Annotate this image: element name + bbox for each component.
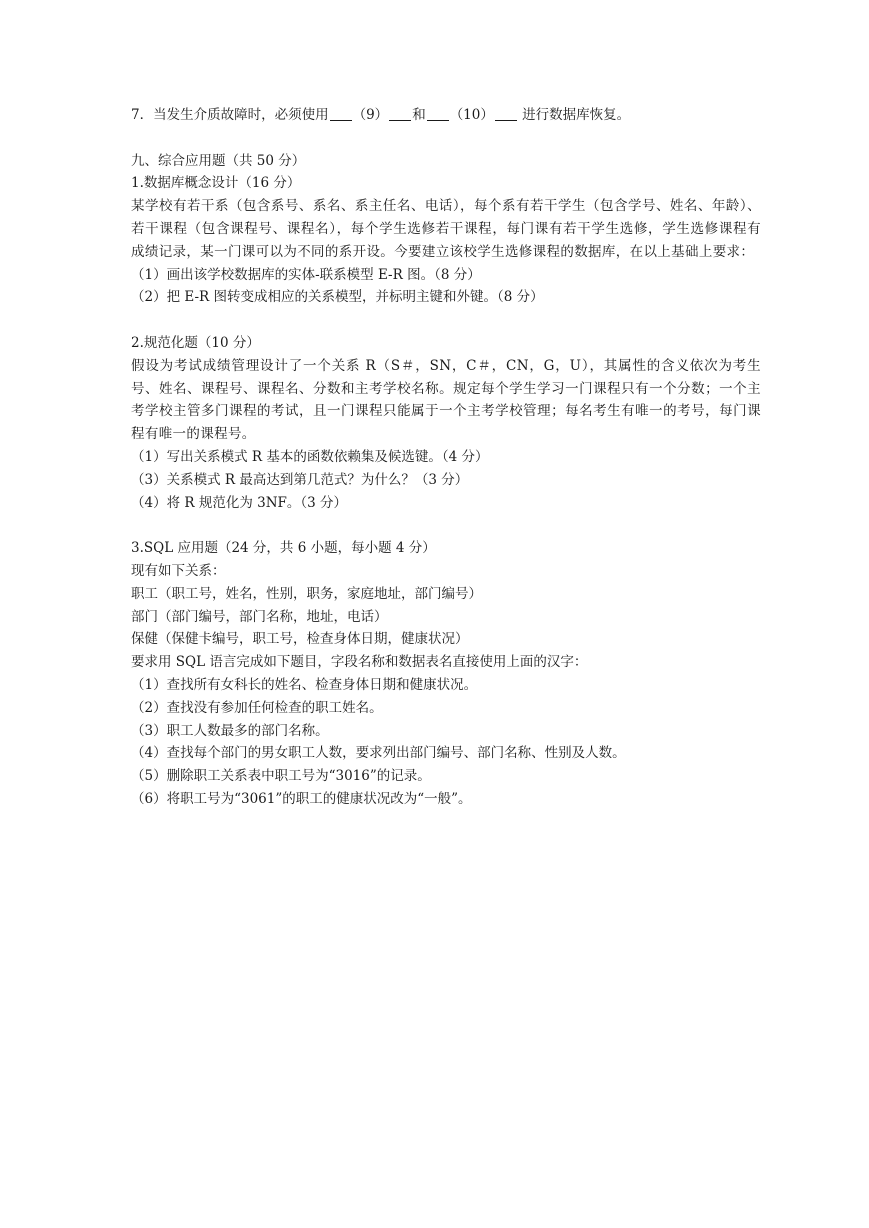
- problem-2-item: （4）将 R 规范化为 3NF。（3 分）: [131, 494, 348, 511]
- relation-schema: 职工（职工号，姓名，性别，职务，家庭地址，部门编号）: [131, 585, 482, 602]
- problem-3-item: （4）查找每个部门的男女职工人数，要求列出部门编号、部门名称、性别及人数。: [131, 745, 626, 762]
- problem-2-title: 2.规范化题（10 分）: [131, 334, 260, 351]
- problem-3-requirement: 要求用 SQL 语言完成如下题目，字段名称和数据表名直接使用上面的汉字：: [131, 654, 588, 671]
- section-heading: 九、综合应用题（共 50 分）: [131, 152, 306, 169]
- document-page: [131, 104, 761, 811]
- problem-1-body: 某学校有若干系（包含系号、系名、系主任名、电话），每个系有若干学生（包含学号、姓名、年龄）、若干课程（包含课程号、课程名），每个学生选修若干课程，每门课有若干学生选修，学生选修课程有成绩记录，某一门课可以为不同的系开设。今要建立该校学生选修课程的数据库，在以上基础上要求：: [131, 198, 761, 260]
- question-7-prefix: 7．当发生介质故障时，必须使用: [131, 107, 329, 123]
- blank-9-label: （9）: [352, 107, 389, 123]
- problem-3-intro: 现有如下关系：: [131, 562, 226, 579]
- question-7: [131, 104, 761, 127]
- blank-line: [330, 106, 352, 121]
- problem-3-title: 3.SQL 应用题（24 分，共 6 小题，每小题 4 分）: [131, 540, 436, 557]
- blank-10-label: （10）: [449, 107, 494, 123]
- problem-3-item: （1）查找所有女科长的姓名、检查身体日期和健康状况。: [131, 676, 478, 693]
- problem-1-title: 1.数据库概念设计（16 分）: [131, 175, 301, 192]
- problem-1-item: （2）把 E-R 图转变成相应的关系模型，并标明主键和外键。（8 分）: [131, 289, 544, 306]
- question-7-and: 和: [412, 107, 426, 123]
- problem-1-item: （1）画出该学校数据库的实体-联系模型 E-R 图。（8 分）: [131, 266, 481, 283]
- question-7-suffix: 进行数据库恢复。: [517, 107, 631, 123]
- spacer: [131, 309, 761, 332]
- relation-schema: 保健（保健卡编号，职工号，检查身体日期，健康状况）: [131, 631, 469, 648]
- relation-schema: 部门（部门编号，部门名称，地址，电话）: [131, 608, 388, 625]
- problem-3-item: （6）将职工号为“3061”的职工的健康状况改为“一般”。: [131, 790, 472, 807]
- blank-line: [389, 106, 411, 121]
- blank-line: [427, 106, 449, 121]
- problem-3-item: （5）删除职工关系表中职工号为“3016”的记录。: [131, 768, 431, 785]
- problem-3-item: （3）职工人数最多的部门名称。: [131, 722, 329, 739]
- problem-2-item: （1）写出关系模式 R 基本的函数依赖集及候选键。（4 分）: [131, 448, 489, 465]
- blank-line: [495, 106, 517, 121]
- spacer: [131, 127, 761, 150]
- problem-2-body: 假设为考试成绩管理设计了一个关系 R（S＃，SN，C＃，CN，G，U），其属性的含义依次为考生号、姓名、课程号、课程名、分数和主考学校名称。规定每个学生学习一门课程只有一个分数；一个主考学校主管多门课程的考试，且一门课程只能属于一个主考学校管理；每名考生有唯一的考号，每门课程有唯一的课程号。: [131, 357, 761, 443]
- problem-2-item: （3）关系模式 R 最高达到第几范式？为什么？（3 分）: [131, 471, 469, 488]
- problem-3-item: （2）查找没有参加任何检查的职工姓名。: [131, 699, 383, 716]
- spacer: [131, 514, 761, 537]
